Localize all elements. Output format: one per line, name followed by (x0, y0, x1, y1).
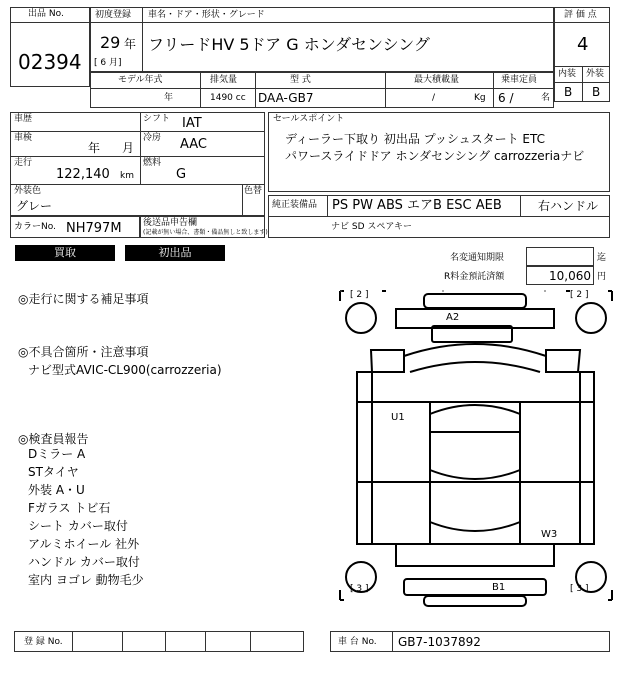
model-year-label: モデル年式 (118, 75, 163, 85)
rating-label: 評 価 点 (564, 10, 597, 20)
change-deadline-label: 名変通知期限 (450, 253, 505, 263)
chassis-no-label: 車 台 No. (338, 637, 377, 647)
model-year-unit: 年 (164, 93, 174, 103)
steering-side: 右ハンドル (538, 199, 599, 213)
lot-no: 02394 (18, 50, 82, 74)
interior-grade: B (564, 85, 573, 99)
driving-notes-title: ◎走行に関する補足事項 (18, 292, 149, 306)
exterior-grade: B (592, 85, 601, 99)
capacity-label: 乗車定員 (501, 75, 538, 85)
first-listing-label: 初出品 (125, 245, 225, 261)
color-no-value: NH797M (66, 221, 122, 236)
recycle-value: 10,060 (549, 269, 591, 283)
reg-no-label: 登 録 No. (24, 637, 63, 647)
damage-mark-b1: B1 (492, 582, 506, 593)
sales-point-line1: ディーラー下取り 初出品 プッシュスタート ETC (285, 132, 545, 146)
inspection-month-unit: 月 (122, 141, 135, 155)
interior-label: 内装 (558, 69, 577, 79)
mileage-label: 走行 (14, 158, 33, 168)
history-label: 車歴 (14, 114, 33, 124)
rating-value: 4 (577, 34, 589, 55)
displacement-value: 1490 cc (210, 93, 246, 103)
post-report-label: 後送品申告欄 (143, 218, 198, 228)
damage-mark-w3: W3 (541, 529, 558, 540)
exterior-label: 外装 (586, 69, 605, 79)
recycle-unit: 円 (597, 272, 607, 282)
mileage-unit: km (120, 171, 134, 181)
capacity-unit: 名 (541, 93, 551, 103)
ac-value: AAC (180, 137, 207, 152)
post-report-note: (記載が無い場合、書類・備品無しと致します) (143, 229, 268, 236)
inspector-line: 室内 ヨゴレ 動物毛少 (28, 573, 144, 587)
tire-rear-right: [ 3 ] (570, 584, 589, 594)
inspector-line: STタイヤ (28, 465, 79, 479)
reg-year: 29 (100, 33, 121, 52)
car-name-label: 車名・ドア・形状・グレード (148, 10, 265, 20)
max-load-unit: Kg (474, 93, 486, 103)
fuel-label: 燃料 (143, 158, 162, 168)
reg-month: [ 6 月] (94, 58, 122, 68)
max-load-label: 最大積載量 (414, 75, 460, 85)
equipment-items: PS PW ABS エアB ESC AEB (332, 198, 502, 213)
tire-front-left: [ 2 ] (350, 290, 369, 300)
color-no-label: カラーNo. (14, 222, 56, 232)
reg-year-unit: 年 (124, 37, 137, 51)
lot-no-label: 出品 No. (28, 9, 64, 19)
chassis-no-value: GB7-1037892 (398, 635, 481, 649)
shift-value: IAT (182, 116, 202, 131)
defects-line: ナビ型式AVIC-CL900(carrozzeria) (28, 363, 222, 377)
change-deadline-unit: 迄 (597, 253, 607, 263)
type-label: 型 式 (290, 75, 311, 85)
car-name: フリードHV 5ドア G ホンダセンシング (148, 35, 430, 54)
inspector-line: シート カバー取付 (28, 519, 128, 533)
equipment-label: 純正装備品 (272, 200, 318, 210)
defects-title: ◎不具合箇所・注意事項 (18, 345, 149, 359)
displacement-label: 排気量 (210, 75, 238, 85)
exterior-color-label: 外装色 (14, 186, 42, 196)
type-value: DAA-GB7 (258, 91, 314, 105)
inspection-year-unit: 年 (88, 141, 101, 155)
inspector-line: Fガラス トビ石 (28, 501, 111, 515)
inspector-line: アルミホイール 社外 (28, 537, 140, 551)
capacity-value: 6 / (498, 91, 514, 105)
inspector-line: Dミラー A (28, 447, 86, 461)
first-reg-label: 初度登録 (95, 10, 132, 20)
inspector-title: ◎検査員報告 (18, 432, 89, 446)
damage-mark-u1: U1 (391, 412, 405, 423)
buy-label: 買取 (15, 245, 115, 261)
equipment-extras: ナビ SD スペアキー (331, 222, 413, 232)
shift-label: シフト (143, 114, 171, 124)
max-load-slash: / (432, 93, 436, 103)
tire-rear-left: [ 3 ] (350, 584, 369, 594)
exterior-color-value: グレー (16, 199, 53, 213)
inspector-line: ハンドル カバー取付 (28, 555, 140, 569)
damage-mark-a2: A2 (446, 312, 460, 323)
ac-label: 冷房 (143, 133, 162, 143)
recycle-label: R料金預託済額 (444, 272, 505, 282)
mileage-value: 122,140 (56, 167, 110, 182)
sales-point-label: セールスポイント (273, 114, 345, 124)
tire-front-right: [ 2 ] (570, 290, 589, 300)
inspector-line: 外装 A・U (28, 483, 85, 497)
inspection-label: 車検 (14, 133, 33, 143)
sales-point-line2: パワースライドドア ホンダセンシング carrozzeriaナビ (285, 149, 585, 163)
color-change-label: 色替 (244, 186, 263, 196)
fuel-value: G (176, 167, 187, 182)
